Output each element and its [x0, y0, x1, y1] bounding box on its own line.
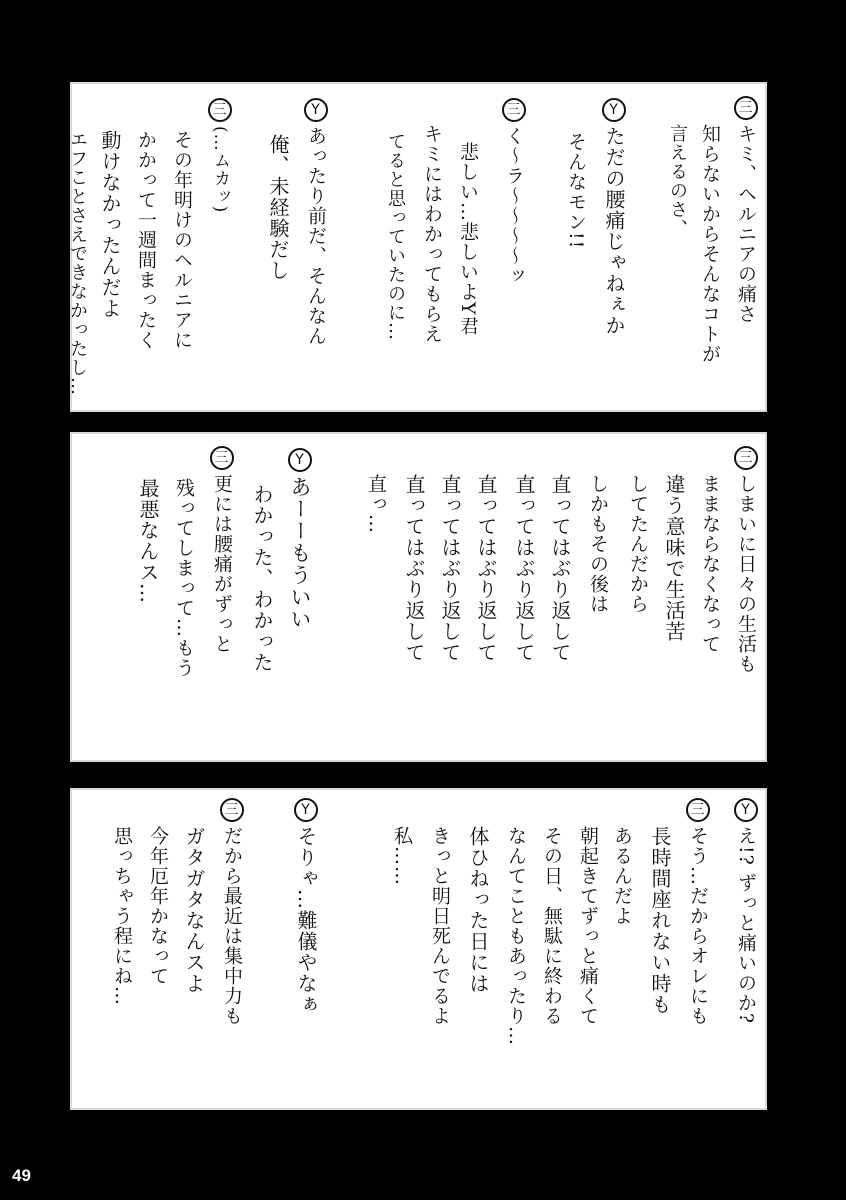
speaker-y-mark: Y — [288, 448, 312, 472]
dialogue-text: あーーもういい — [288, 476, 312, 630]
speaker-y-mark: Y — [304, 98, 328, 122]
text-panel-1 — [67, 82, 767, 412]
dialogue-text: 長時間座れない時も — [648, 826, 672, 1015]
dialogue-column — [602, 84, 626, 410]
speaker-three-mark: 三 — [208, 98, 232, 122]
dialogue-column — [404, 434, 424, 760]
dialogue-column — [476, 434, 496, 760]
dialogue-text: 体ひねった日には — [466, 826, 490, 994]
dialogue-text: その日、無駄に終わる — [541, 826, 563, 1026]
dialogue-text: 今年厄年かなって — [147, 826, 169, 986]
dialogue-column — [208, 84, 232, 410]
dialogue-text: ただの腰痛じゃねぇか — [602, 126, 626, 336]
dialogue-text: わかった、わかった — [250, 484, 274, 673]
dialogue-text: てると思っていたのに… — [385, 132, 406, 341]
dialogue-column — [252, 434, 272, 760]
dialogue-text: ガタガタなんスよ — [182, 826, 206, 994]
dialogue-column — [68, 84, 86, 410]
dialogue-column — [542, 790, 561, 1108]
dialogue-text: キミ、ヘルニアの痛さ — [735, 124, 757, 324]
dialogue-text: そりゃ…難儀やなぁ — [294, 826, 318, 1015]
dialogue-column — [430, 790, 449, 1108]
dialogue-column — [112, 790, 131, 1108]
dialogue-column — [734, 790, 758, 1108]
dialogue-text: 思っちゃう程にね… — [111, 826, 133, 1006]
dialogue-column — [268, 84, 288, 410]
dialogue-text: く〜ラ〜〜〜〜ッ — [503, 126, 525, 286]
dialogue-text: ままならなくなって — [699, 474, 721, 654]
dialogue-column — [700, 84, 719, 410]
speaker-three-mark: 三 — [502, 98, 526, 122]
dialogue-column — [514, 434, 534, 760]
dialogue-column — [136, 84, 155, 410]
dialogue-column — [174, 434, 193, 760]
dialogue-text: 直ってはぶり返して — [438, 474, 462, 663]
dialogue-text: 更には腰痛がずっと — [211, 474, 233, 654]
dialogue-text: そんなモン!! — [565, 132, 587, 250]
dialogue-text: あったり前だ、そんなん — [305, 126, 327, 346]
dialogue-column — [550, 434, 570, 760]
speaker-three-mark: 三 — [734, 446, 758, 470]
dialogue-text: キミにはわかってもらえ — [421, 124, 443, 344]
speaker-y-mark: Y — [294, 798, 318, 822]
dialogue-column — [734, 434, 758, 760]
page-number: 49 — [12, 1166, 31, 1185]
dialogue-column — [440, 434, 460, 760]
dialogue-column — [172, 84, 191, 410]
dialogue-column — [288, 434, 312, 760]
dialogue-column — [366, 434, 385, 760]
dialogue-text: してたんだから — [627, 474, 649, 614]
dialogue-text: そう…だからオレにも — [687, 826, 709, 1026]
dialogue-text: しかもその後は — [587, 474, 609, 614]
dialogue-text: 最悪なんス… — [136, 478, 160, 604]
dialogue-text: 直ってはぶり返して — [402, 474, 426, 663]
dialogue-text: かかって一週間まったく — [135, 130, 157, 350]
dialogue-column — [502, 84, 526, 410]
dialogue-column — [578, 790, 597, 1108]
dialogue-text: 俺、未経験だし — [266, 134, 290, 281]
speaker-three-mark: 三 — [734, 96, 758, 120]
dialogue-text: え!? ずっと痛いのか? — [735, 826, 757, 1025]
dialogue-text: だから最近は集中力も — [221, 826, 243, 1026]
dialogue-column — [686, 790, 710, 1108]
dialogue-text: 悲しい…悲しいよY君 — [457, 142, 479, 336]
dialogue-column — [664, 434, 684, 760]
dialogue-text: (…ムカッ) — [210, 126, 230, 214]
dialogue-text: 違う意味で生活苦 — [662, 474, 686, 642]
dialogue-column — [184, 790, 204, 1108]
dialogue-column — [650, 790, 670, 1108]
speaker-three-mark: 三 — [686, 798, 710, 822]
dialogue-column — [566, 84, 585, 410]
dialogue-column — [506, 790, 525, 1108]
dialogue-text: 私…… — [391, 826, 413, 886]
speaker-three-mark: 三 — [220, 798, 244, 822]
dialogue-text: エフことさえできなかったし… — [67, 130, 88, 396]
dialogue-column — [386, 84, 404, 410]
dialogue-text: 朝起きてずっと痛くて — [577, 826, 599, 1026]
dialogue-column — [304, 84, 328, 410]
dialogue-column — [392, 790, 411, 1108]
dialogue-column — [588, 434, 607, 760]
speaker-three-mark: 三 — [210, 446, 234, 470]
dialogue-text: その年明けのヘルニアに — [171, 130, 193, 350]
text-panel-3 — [70, 788, 767, 1110]
dialogue-text: 知らないからそんなコトが — [699, 124, 721, 364]
dialogue-text: 言えるのさ、 — [667, 124, 688, 238]
dialogue-text: 直ってはぶり返して — [474, 474, 498, 663]
speaker-y-mark: Y — [602, 98, 626, 122]
dialogue-text: あるんだよ — [611, 826, 633, 926]
dialogue-column — [468, 790, 488, 1108]
dialogue-column — [100, 84, 120, 410]
dialogue-text: 動けなかったんだよ — [98, 130, 122, 319]
dialogue-column — [148, 790, 167, 1108]
dialogue-column — [210, 434, 234, 760]
dialogue-text: 残ってしまって…もう — [173, 478, 195, 678]
dialogue-column — [628, 434, 647, 760]
dialogue-column — [458, 84, 477, 410]
dialogue-column — [294, 790, 318, 1108]
dialogue-column — [734, 84, 758, 410]
dialogue-text: きっと明日死んでるよ — [429, 826, 451, 1026]
dialogue-text: 直っ… — [365, 474, 387, 534]
dialogue-column — [668, 84, 686, 410]
speaker-y-mark: Y — [734, 798, 758, 822]
dialogue-text: 直ってはぶり返して — [512, 474, 536, 663]
dialogue-text: しまいに日々の生活も — [735, 474, 757, 674]
dialogue-text: なんてこともあったり… — [505, 826, 527, 1046]
dialogue-column — [612, 790, 631, 1108]
text-panel-2 — [70, 432, 767, 762]
dialogue-column — [422, 84, 441, 410]
dialogue-column — [700, 434, 719, 760]
dialogue-column — [138, 434, 158, 760]
dialogue-text: 直ってはぶり返して — [548, 474, 572, 663]
dialogue-column — [220, 790, 244, 1108]
